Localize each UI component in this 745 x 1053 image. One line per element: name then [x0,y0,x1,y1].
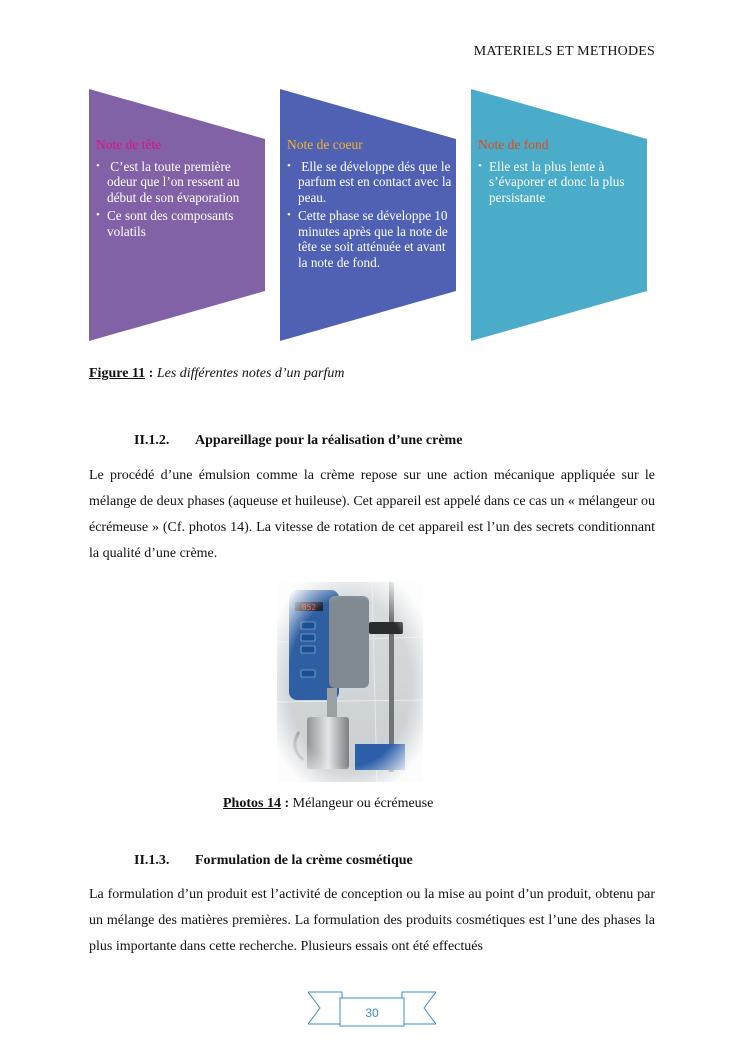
figure-11-text: Les différentes notes d’un parfum [153,366,345,381]
note-tete-title: Note de tête [96,137,162,152]
photo-14-colon: : [280,796,290,811]
note-fond-block [478,137,646,208]
page-number: 30 [365,1006,379,1020]
section-2-number: II.1.2. [134,433,170,448]
section-heading-2 [134,433,462,449]
section-3-title: Formulation de la crème cosmétique [195,853,413,868]
note-coeur-item: • Elle se développe dés que le parfum est en contact avec la peau. [287,159,455,206]
section-3-number: II.1.3. [134,853,170,868]
mixer-photo [277,582,423,782]
note-tete-item: • Ce sont des composants volatils [96,208,264,239]
figure-11-caption [89,366,345,382]
note-fond-shape [471,89,647,341]
note-coeur-title: Note de coeur [287,137,363,152]
photo-14-caption [223,796,433,812]
note-fond-item: • Elle est la plus lente à s’évaporer et donc la plus persistante [478,159,646,206]
photo-14-text: Mélangeur ou écrémeuse [289,796,434,811]
note-tete-item: • C’est la toute première odeur que l’on ressent au début de son évaporation [96,159,264,206]
note-coeur-item: • Cette phase se développe 10 minutes après que la note de tête se soit atténuée et avant la note de fond. [287,208,455,270]
section-heading-3 [134,853,413,869]
section-2-paragraph: Le procédé d’une émulsion comme la crème repose sur une action mécanique appliquée sur le mélange de deux phases (aqueuse et huileuse). Cet appareil est appelé dans ce cas un « mélangeur ou écrémeuse » (Cf. photos 14). La vitesse de rotation de cet appareil est l’un des secrets conditionnant la qualité d’une crème. [89,468,656,561]
running-header: MATERIELS ET METHODES [473,44,655,59]
note-fond-title: Note de fond [478,137,549,152]
figure-11-label: Figure 11 [89,366,146,381]
section-2-title: Appareillage pour la réalisation d’une crème [195,433,463,448]
photo-14-label: Photos 14 [223,796,281,811]
section-3-paragraph: La formulation d’un produit est l’activité de conception ou la mise au point d’un produit, obtenu par un mélange des matières premières. La formulation des produits cosmétiques est l’une des phases la plus importante dans cette recherche. Plusieurs essais ont été effectués [89,887,655,954]
note-coeur-block [287,137,455,273]
perfume-notes-diagram [89,89,659,341]
figure-11-colon: : [145,366,154,381]
note-tete-block [96,137,264,242]
